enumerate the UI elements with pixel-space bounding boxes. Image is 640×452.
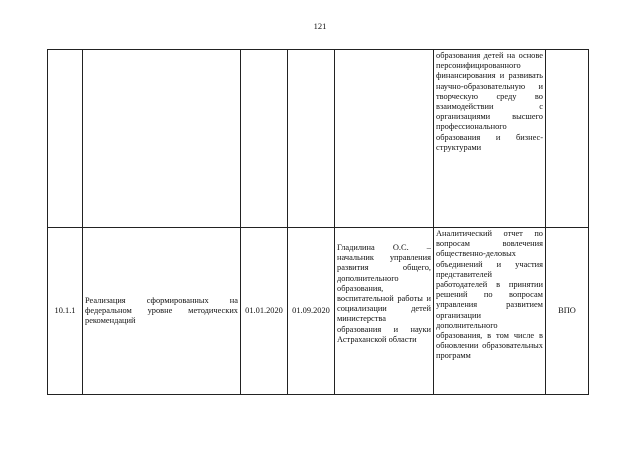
page-number: 121 xyxy=(313,21,327,31)
result-cell: Аналитический отчет по вопросам вовлечения общественно-деловых объединений и участия представителей работодателей в принятии решений по вопросам управления развитием организации дополнительного образования, в том числе в обновлении образовательных программ xyxy=(434,228,546,395)
end-date-cell: 01.09.2020 xyxy=(288,228,335,395)
plan-table xyxy=(47,49,589,395)
end-date-cell-empty xyxy=(288,50,335,228)
type-cell: ВПО xyxy=(546,228,589,395)
code-cell: 10.1.1 xyxy=(48,228,83,395)
table-row xyxy=(48,228,589,395)
start-date-cell-empty xyxy=(241,50,288,228)
responsible-cell-empty xyxy=(335,50,434,228)
start-date-cell: 01.01.2020 xyxy=(241,228,288,395)
type-cell-empty xyxy=(546,50,589,228)
result-cell: образования детей на основе персонифицированного финансирования и развивать научно-образовательную и творческую среду во взаимодействии с организациями высшего профессионального образования и бизнес-структурами xyxy=(434,50,546,228)
code-cell-empty xyxy=(48,50,83,228)
table-row xyxy=(48,50,589,228)
activity-cell-empty xyxy=(83,50,241,228)
activity-cell: Реализация сформированных на федеральном уровне методических рекомендаций xyxy=(83,228,241,395)
responsible-cell: Гладилина О.С. – начальник управления развития общего, дополнительного образования, воспитательной работы и социализации детей министерства образования и науки Астраханской области xyxy=(335,228,434,395)
